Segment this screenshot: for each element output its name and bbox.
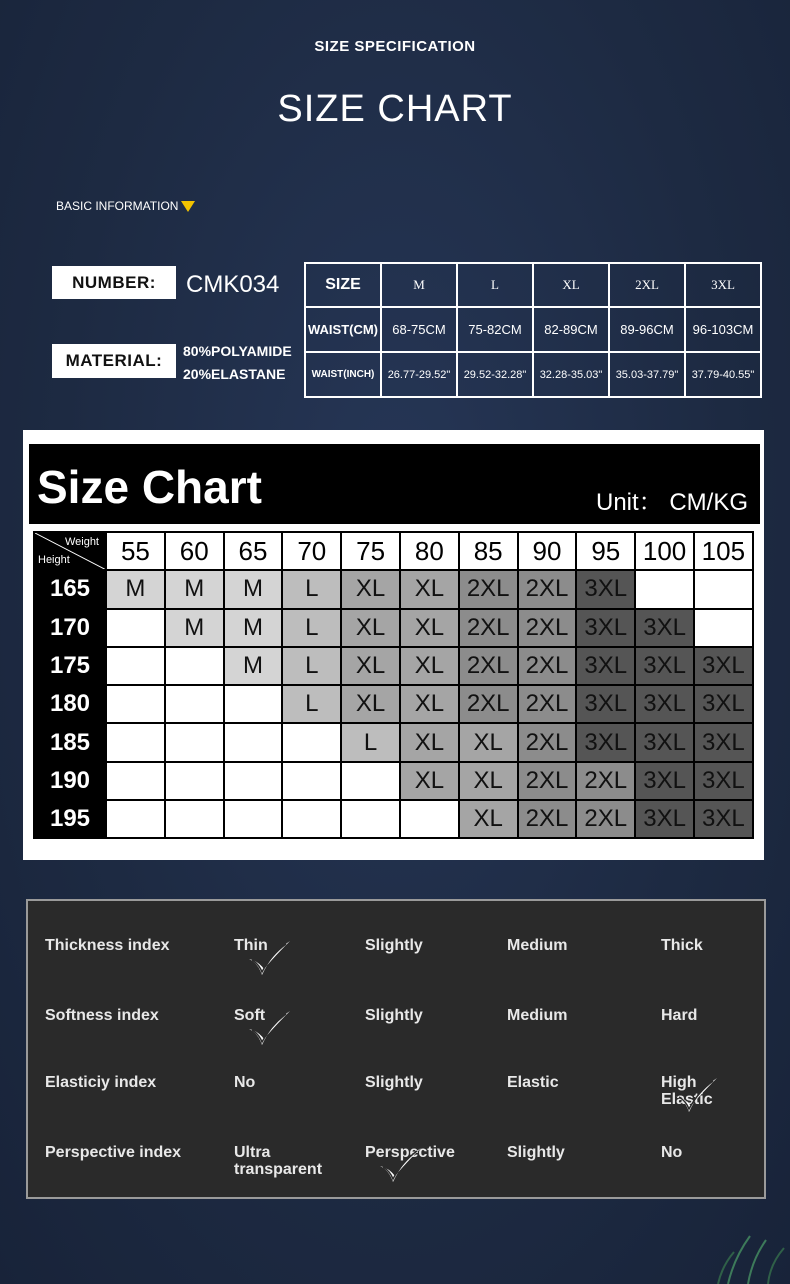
triangle-down-icon [181, 201, 195, 212]
fabric-index-option: Ultra transparent [234, 1144, 323, 1178]
material-line-2: 20%ELASTANE [183, 366, 286, 382]
checkmark-icon [246, 1009, 292, 1054]
size-cell: XL [400, 685, 459, 723]
size-cell [635, 570, 694, 608]
spec-waist-inch-cell: 37.79-40.55" [685, 352, 761, 397]
spec-waist-inch-cell: 32.28-35.03" [533, 352, 609, 397]
size-cell: 3XL [635, 685, 694, 723]
fabric-index-option: Slightly [365, 1007, 423, 1024]
size-cell: 3XL [576, 570, 635, 608]
size-cell: 3XL [694, 762, 753, 800]
grid-row [34, 570, 753, 608]
basic-info-label: BASIC INFORMATION [56, 199, 179, 213]
spec-size-header: SIZE [305, 263, 381, 307]
size-cell [165, 723, 224, 761]
size-cell: XL [459, 762, 518, 800]
size-cell: 3XL [635, 609, 694, 647]
fabric-index-option: Thin [234, 937, 268, 954]
fabric-index-option: Slightly [365, 1074, 423, 1091]
size-cell [282, 762, 341, 800]
size-grid [33, 531, 754, 839]
material-line-1: 80%POLYAMIDE [183, 343, 292, 359]
weight-column-header: 70 [282, 532, 341, 570]
fabric-index-option: No [661, 1144, 683, 1161]
fabric-index-option: Elastic [507, 1074, 559, 1091]
grid-row [34, 609, 753, 647]
size-chart-title: Size Chart [37, 461, 262, 513]
size-cell: XL [341, 685, 400, 723]
size-cell [106, 609, 165, 647]
size-cell: 2XL [576, 762, 635, 800]
size-cell: 2XL [518, 800, 577, 838]
size-cell [106, 762, 165, 800]
material-value [183, 340, 292, 386]
size-chart-panel [23, 430, 764, 860]
fabric-index-name: Thickness index [45, 937, 170, 954]
size-cell: 2XL [459, 685, 518, 723]
fabric-index-option: Perspective [365, 1144, 455, 1161]
size-cell: XL [341, 609, 400, 647]
size-cell: 3XL [635, 800, 694, 838]
weight-column-header: 55 [106, 532, 165, 570]
material-label: MATERIAL: [52, 344, 176, 378]
size-cell [106, 647, 165, 685]
fabric-index-option: Slightly [365, 937, 423, 954]
height-row-header: 185 [34, 723, 106, 761]
size-cell: XL [341, 570, 400, 608]
height-row-header: 180 [34, 685, 106, 723]
grid-row [34, 800, 753, 838]
size-cell: M [224, 647, 283, 685]
size-cell: 3XL [694, 723, 753, 761]
size-chart-header [29, 444, 760, 524]
spec-waist-cm-cell: 68-75CM [381, 307, 457, 352]
height-row-header: 175 [34, 647, 106, 685]
leaf-decoration-icon [708, 1230, 790, 1284]
size-cell: XL [400, 723, 459, 761]
size-cell: XL [400, 762, 459, 800]
grid-row [34, 647, 753, 685]
size-cell: 2XL [459, 647, 518, 685]
size-cell: L [341, 723, 400, 761]
grid-row [34, 762, 753, 800]
size-cell [165, 800, 224, 838]
size-cell: 3XL [694, 685, 753, 723]
weight-column-header: 75 [341, 532, 400, 570]
fabric-index-option: No [234, 1074, 256, 1091]
size-cell: 3XL [576, 647, 635, 685]
size-cell: 2XL [518, 647, 577, 685]
size-cell [224, 723, 283, 761]
spec-label: SIZE SPECIFICATION [314, 38, 476, 55]
weight-column-header: 105 [694, 532, 753, 570]
spec-waist-inch-header: WAIST(INCH) [305, 352, 381, 397]
fabric-index-panel [26, 899, 766, 1199]
weight-column-header: 90 [518, 532, 577, 570]
number-value: CMK034 [186, 271, 280, 298]
weight-column-header: 100 [635, 532, 694, 570]
size-cell: 3XL [694, 647, 753, 685]
grid-row [34, 685, 753, 723]
size-cell: 3XL [576, 609, 635, 647]
spec-waist-cm-cell: 75-82CM [457, 307, 533, 352]
height-row-header: 195 [34, 800, 106, 838]
size-cell: XL [400, 609, 459, 647]
size-cell: 3XL [576, 723, 635, 761]
size-cell: 3XL [635, 762, 694, 800]
size-cell: XL [459, 800, 518, 838]
fabric-index-option: Medium [507, 937, 568, 954]
spec-waist-cm-cell: 82-89CM [533, 307, 609, 352]
spec-waist-inch-cell: 35.03-37.79" [609, 352, 685, 397]
size-cell [282, 723, 341, 761]
size-cell: M [165, 609, 224, 647]
size-cell [224, 762, 283, 800]
fabric-index-name: Perspective index [45, 1144, 182, 1161]
checkmark-icon [377, 1146, 423, 1191]
grid-corner [34, 532, 106, 570]
spec-size-cell: 2XL [609, 263, 685, 307]
size-cell [341, 800, 400, 838]
fabric-index-option: High Elastic [661, 1074, 713, 1108]
size-cell [224, 685, 283, 723]
spec-size-cell: 3XL [685, 263, 761, 307]
weight-column-header: 85 [459, 532, 518, 570]
spec-size-cell: XL [533, 263, 609, 307]
size-cell: L [282, 570, 341, 608]
size-cell [165, 647, 224, 685]
size-cell: L [282, 685, 341, 723]
spec-waist-inch-cell: 29.52-32.28" [457, 352, 533, 397]
fabric-index-option: Thick [661, 937, 703, 954]
fabric-index-option: Hard [661, 1007, 698, 1024]
height-row-header: 170 [34, 609, 106, 647]
size-cell [400, 800, 459, 838]
height-row-header: 165 [34, 570, 106, 608]
size-cell [282, 800, 341, 838]
size-cell: XL [341, 647, 400, 685]
size-cell: L [282, 609, 341, 647]
checkmark-icon [246, 939, 292, 984]
weight-axis-label: Weight [64, 536, 99, 548]
size-cell: 2XL [518, 762, 577, 800]
fabric-index-option: Slightly [507, 1144, 565, 1161]
height-row-header: 190 [34, 762, 106, 800]
size-cell [106, 685, 165, 723]
fabric-index-option: Soft [234, 1007, 266, 1024]
size-cell: M [165, 570, 224, 608]
size-cell [694, 570, 753, 608]
weight-column-header: 95 [576, 532, 635, 570]
size-cell: L [282, 647, 341, 685]
grid-row [34, 723, 753, 761]
fabric-index-option: Medium [507, 1007, 568, 1024]
size-cell: 3XL [576, 685, 635, 723]
size-cell: 2XL [459, 570, 518, 608]
size-cell: 3XL [635, 723, 694, 761]
spec-waist-cm-cell: 96-103CM [685, 307, 761, 352]
spec-size-cell: M [381, 263, 457, 307]
size-chart-unit: Unit： CM/KG [595, 489, 748, 516]
spec-waist-inch-cell: 26.77-29.52" [381, 352, 457, 397]
size-cell: 2XL [459, 609, 518, 647]
height-axis-label: Height [38, 554, 70, 567]
weight-column-header: 60 [165, 532, 224, 570]
size-cell [224, 800, 283, 838]
size-cell: M [224, 609, 283, 647]
page-title: SIZE CHART [277, 88, 513, 130]
checkmark-icon [673, 1076, 719, 1121]
weight-column-header: 80 [400, 532, 459, 570]
spec-table [304, 262, 762, 398]
spec-waist-cm-cell: 89-96CM [609, 307, 685, 352]
weight-column-header: 65 [224, 532, 283, 570]
size-cell: M [224, 570, 283, 608]
fabric-index-name: Softness index [45, 1007, 159, 1024]
size-cell: M [106, 570, 165, 608]
size-cell: XL [459, 723, 518, 761]
size-cell: 2XL [518, 609, 577, 647]
spec-waist-cm-header: WAIST(CM) [305, 307, 381, 352]
spec-size-cell: L [457, 263, 533, 307]
size-cell: XL [400, 647, 459, 685]
size-cell: 2XL [576, 800, 635, 838]
size-cell [165, 685, 224, 723]
size-cell: 2XL [518, 570, 577, 608]
size-cell [694, 609, 753, 647]
fabric-index-name: Elasticiy index [45, 1074, 157, 1091]
size-cell [106, 800, 165, 838]
size-cell: 2XL [518, 685, 577, 723]
size-cell: 3XL [635, 647, 694, 685]
size-cell: 3XL [694, 800, 753, 838]
basic-info-heading [56, 199, 195, 213]
size-cell [341, 762, 400, 800]
size-cell [165, 762, 224, 800]
number-label: NUMBER: [52, 266, 176, 299]
size-cell: 2XL [518, 723, 577, 761]
size-cell: XL [400, 570, 459, 608]
size-cell [106, 723, 165, 761]
